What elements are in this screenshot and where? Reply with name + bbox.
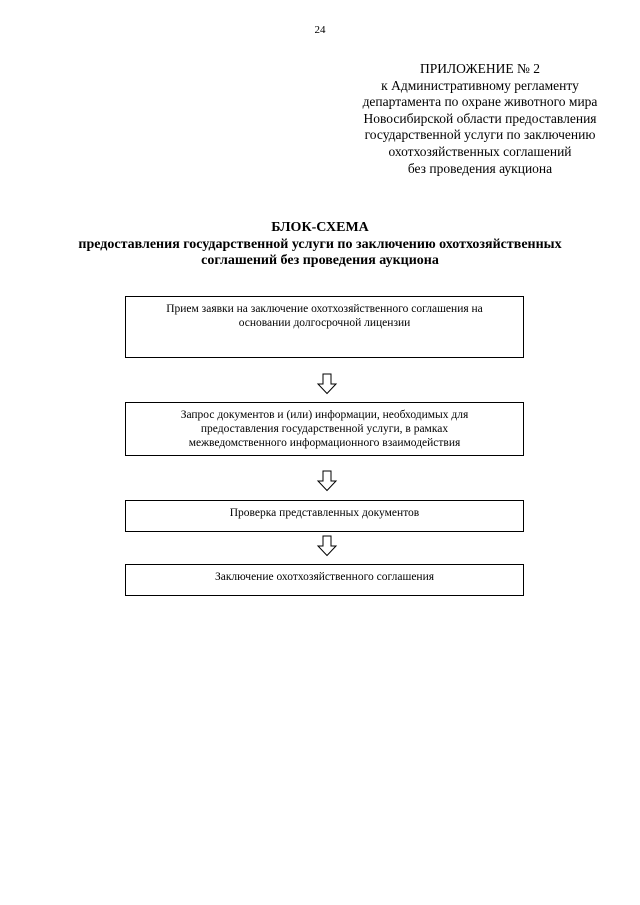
appendix-line: охотхозяйственных соглашений (388, 143, 572, 159)
appendix-line: департамента по охране животного мира (362, 94, 598, 110)
appendix-heading (330, 61, 630, 177)
flow-step-document-request (125, 402, 524, 456)
flow-step-application-intake (125, 296, 524, 358)
scheme-subtitle-line: предоставления государственной услуги по заключению охотхозяйственных (78, 236, 562, 252)
appendix-line: ПРИЛОЖЕНИЕ № 2 (419, 61, 541, 76)
hollow-down-arrow-icon (316, 535, 338, 557)
hollow-down-arrow-icon (316, 373, 338, 395)
appendix-line: без проведения аукциона (407, 160, 553, 176)
flow-step-text: Проверка представленных документов (229, 507, 420, 519)
scheme-title: БЛОК-СХЕМА (271, 220, 369, 235)
appendix-line: Новосибирской области предоставления (363, 110, 597, 126)
flow-step-text: Заключение охотхозяйственного соглашения (214, 571, 435, 583)
flow-step-text: Прием заявки на заключение охотхозяйственного соглашения на (166, 303, 483, 315)
appendix-line: государственной услуги по заключению (364, 127, 596, 143)
flow-step-text: Запрос документов и (или) информации, необходимых для (180, 409, 469, 421)
flow-step-text: предоставления государственной услуги, в рамках (200, 423, 449, 435)
scheme-subtitle-line: соглашений без проведения аукциона (201, 253, 439, 268)
page-number: 24 (314, 24, 326, 36)
flow-step-text: межведомственного информационного взаимодействия (188, 437, 461, 449)
appendix-line: к Административному регламенту (381, 77, 579, 93)
flow-step-text: основании долгосрочной лицензии (238, 317, 411, 329)
hollow-down-arrow-icon (316, 470, 338, 492)
flow-step-agreement-conclusion (125, 564, 524, 596)
scheme-heading (0, 220, 640, 270)
flow-step-document-check (125, 500, 524, 532)
